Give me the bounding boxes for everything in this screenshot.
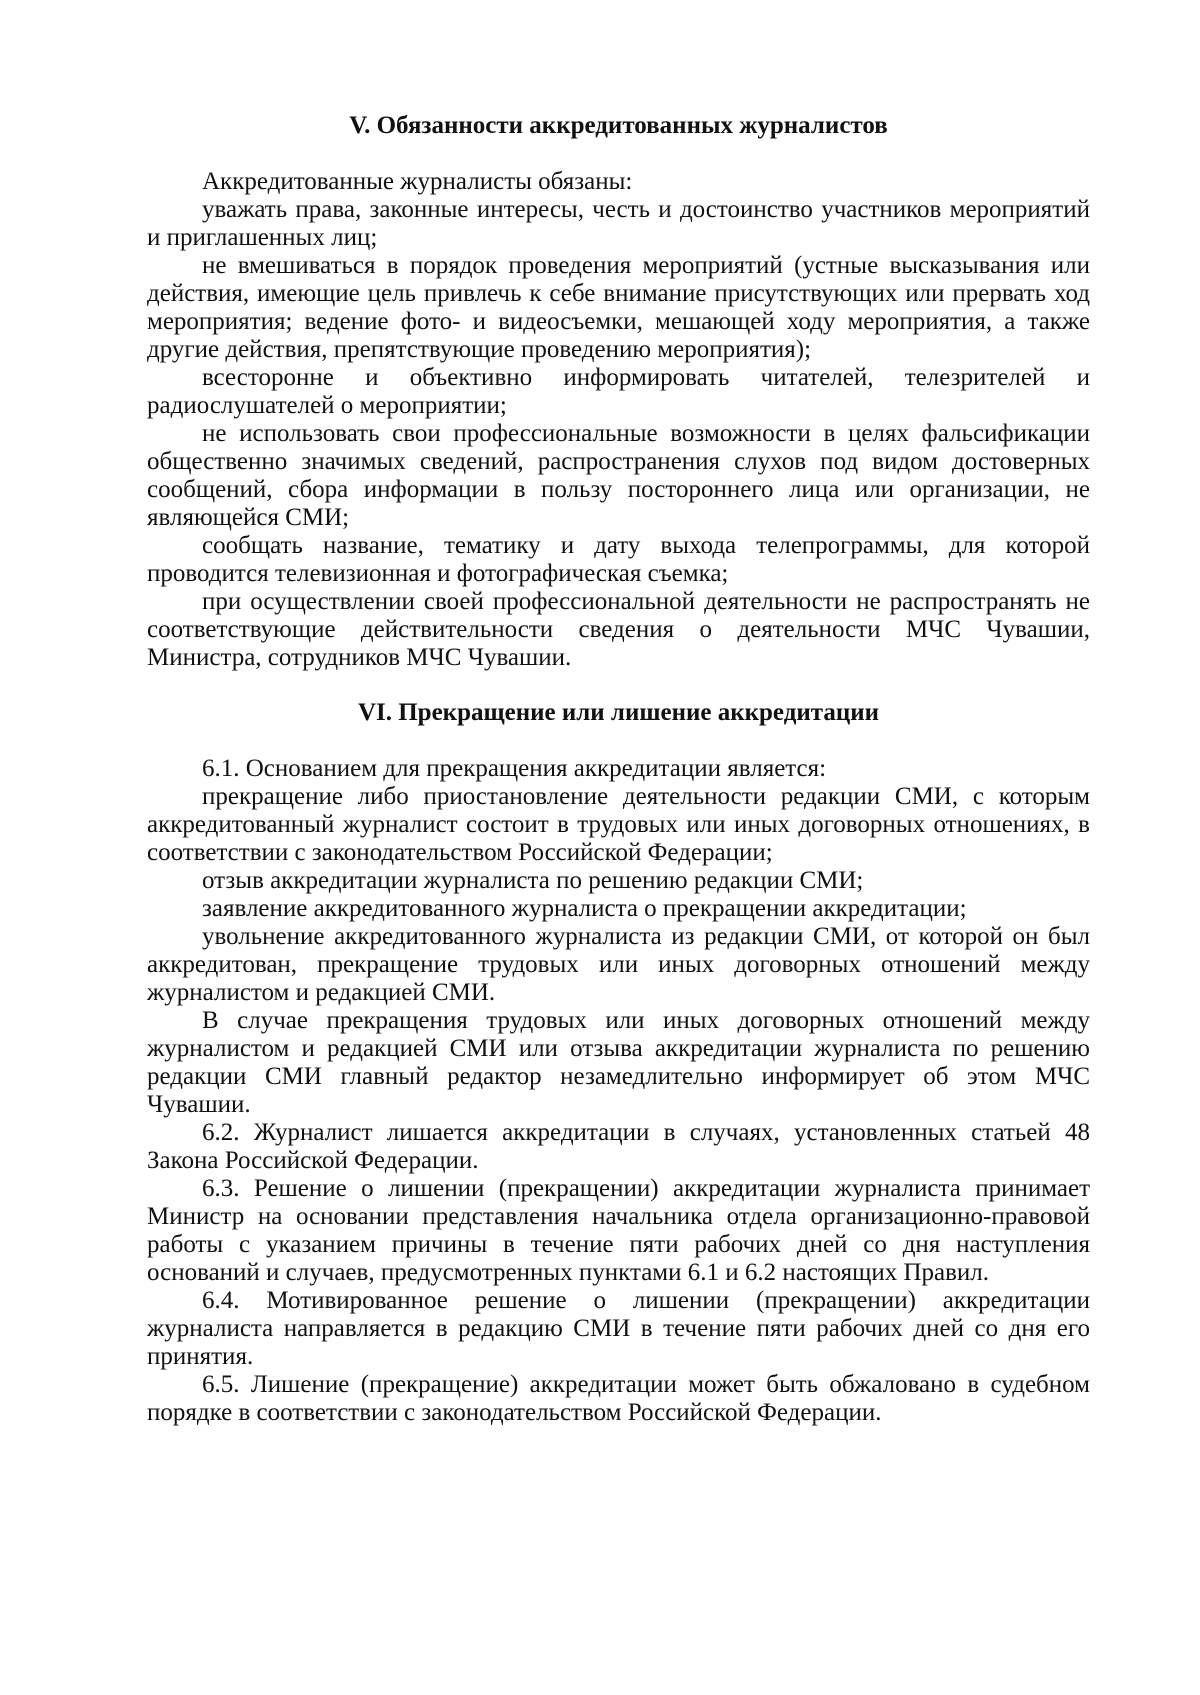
paragraph: всесторонне и объективно информировать читателей, телезрителей и радиослушателей о мероприятии; — [147, 364, 1090, 419]
paragraph: 6.1. Основанием для прекращения аккредитации является: — [202, 755, 827, 782]
paragraph: прекращение либо приостановление деятельности редакции СМИ, с которым аккредитованный журналист состоит в трудовых или иных договорных отношениях, в соответствии с законодательством Российской Федерации; — [147, 783, 1090, 866]
paragraph: 6.5. Лишение (прекращение) аккредитации может быть обжаловано в судебном порядке в соответствии с законодательством Российской Федерации. — [147, 1371, 1090, 1426]
paragraph: уважать права, законные интересы, честь и достоинство участников мероприятий и приглашенных лиц; — [147, 196, 1090, 251]
section-6-title: VI. Прекращение или лишение аккредитации — [357, 699, 880, 726]
paragraph: не использовать свои профессиональные возможности в целях фальсификации общественно значимых сведений, распространения слухов под видом достоверных сообщений, сбора информации в пользу постороннего лица или организации, не являющейся СМИ; — [147, 420, 1090, 531]
paragraph: увольнение аккредитованного журналиста из редакции СМИ, от которой он был аккредитован, прекращение трудовых или иных договорных отношений между журналистом и редакцией СМИ. — [147, 923, 1090, 1006]
paragraph: 6.3. Решение о лишении (прекращении) аккредитации журналиста принимает Министр на основании представления начальника отдела организационно-правовой работы с указанием причины в течение пяти рабочих дней со дня наступления оснований и случаев, предусмотренных пунктами 6.1 и 6.2 настоящих Правил. — [147, 1175, 1090, 1286]
paragraph: В случае прекращения трудовых или иных договорных отношений между журналистом и редакцией СМИ или отзыва аккредитации журналиста по решению редакции СМИ главный редактор незамедлительно информирует об этом МЧС Чувашии. — [147, 1007, 1090, 1118]
paragraph: 6.2. Журналист лишается аккредитации в случаях, установленных статьей 48 Закона Российской Федерации. — [147, 1119, 1090, 1174]
section-6-body — [147, 755, 1090, 1427]
paragraph: отзыв аккредитации журналиста по решению редакции СМИ; — [202, 867, 864, 894]
paragraph: Аккредитованные журналисты обязаны: — [202, 168, 633, 195]
paragraph: заявление аккредитованного журналиста о прекращении аккредитации; — [202, 895, 967, 922]
paragraph: сообщать название, тематику и дату выхода телепрограммы, для которой проводится телевизионная и фотографическая съемка; — [147, 532, 1090, 587]
section-5-title: V. Обязанности аккредитованных журналистов — [349, 112, 888, 139]
document-body — [147, 112, 1090, 1427]
paragraph: 6.4. Мотивированное решение о лишении (прекращении) аккредитации журналиста направляется в редакцию СМИ в течение пяти рабочих дней со дня его принятия. — [147, 1287, 1090, 1370]
paragraph: не вмешиваться в порядок проведения мероприятий (устные высказывания или действия, имеющие цель привлечь к себе внимание присутствующих или прервать ход мероприятия; ведение фото- и видеосъемки, мешающей ходу мероприятия, а также другие действия, препятствующие проведению мероприятия); — [147, 252, 1090, 363]
section-5-body — [147, 168, 1090, 672]
paragraph: при осуществлении своей профессиональной деятельности не распространять не соответствующие действительности сведения о деятельности МЧС Чувашии, Министра, сотрудников МЧС Чувашии. — [147, 588, 1090, 671]
